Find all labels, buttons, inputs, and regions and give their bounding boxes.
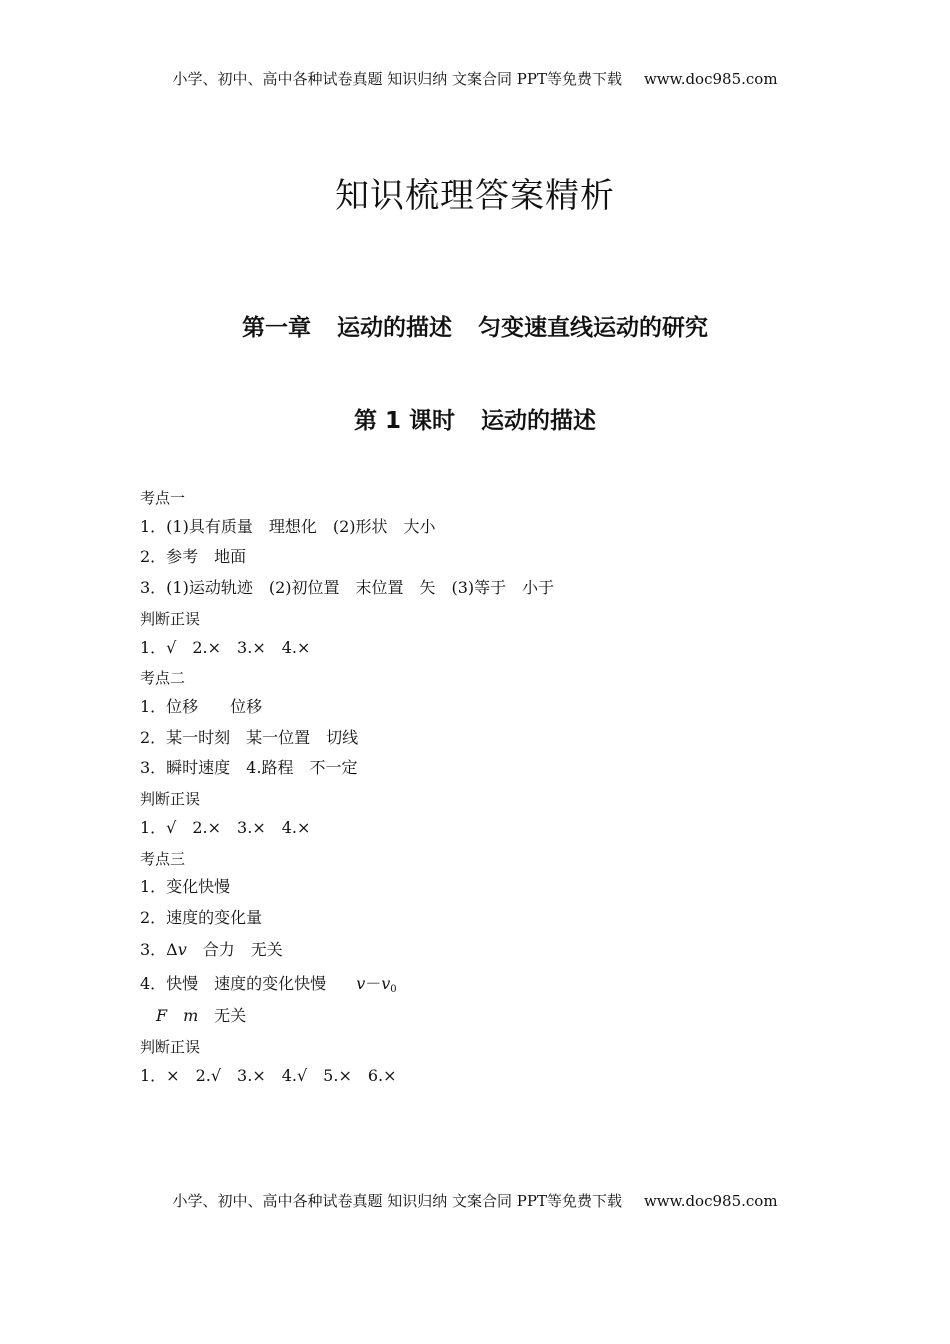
s1-answers: 1．√ 2.× 3.× 4.× [140,638,311,657]
s2-line-1: 1．位移 位移 [140,697,263,716]
page-header [0,69,950,89]
header-text: 小学、初中、高中各种试卷真题 知识归纳 文案合同 PPT等免费下载 [172,70,622,88]
v-symbol: v [356,974,366,993]
v0-symbol: v [381,974,391,993]
s3-answers: 1．× 2.√ 3.× 4.√ 5.× 6.× [140,1066,397,1085]
s3-judge-heading: 判断正误 [140,1038,201,1056]
s3-line-2: 2．速度的变化量 [140,908,263,927]
s1-judge-heading: 判断正误 [140,610,201,628]
s3-line-3-post: 合力 无关 [186,940,283,959]
s1-line-3: 3．(1)运动轨迹 (2)初位置 末位置 矢 (3)等于 小于 [140,578,555,597]
footer-text: 小学、初中、高中各种试卷真题 知识归纳 文案合同 PPT等免费下载 [172,1192,622,1210]
s3-line-3 [140,940,283,960]
footer-url[interactable]: www.doc985.com [643,1192,778,1210]
section-heading-1: 考点一 [140,489,186,507]
header-url[interactable]: www.doc985.com [643,70,778,88]
s1-line-2: 2．参考 地面 [140,547,247,566]
velocity-symbol: v [177,940,187,959]
s2-line-3: 3．瞬时速度 4.路程 不一定 [140,758,358,777]
s3-line-1: 1．变化快慢 [140,877,231,896]
lesson-label: 第 1 课时 [353,408,456,434]
s3-line-4 [140,974,397,1000]
s3-line-3-pre: 3．Δ [140,940,178,959]
s3-line-4-pre: 4．快慢 速度的变化快慢 [140,974,327,993]
lesson-title [0,405,950,437]
section-heading-3: 考点三 [140,850,186,868]
s1-line-1: 1．(1)具有质量 理想化 (2)形状 大小 [140,517,436,536]
s2-judge-heading: 判断正误 [140,790,201,808]
lesson-name: 运动的描述 [481,408,597,434]
s2-line-2: 2．某一时刻 某一位置 切线 [140,728,359,747]
minus-sign: － [365,974,382,993]
mass-symbol: m [183,1006,199,1025]
s3-line-5-post: 无关 [214,1006,247,1025]
force-symbol: F [156,1006,168,1025]
chapter-title [0,312,950,344]
v0-subscript: 0 [390,984,397,995]
s3-line-5 [156,1006,246,1026]
document-title: 知识梳理答案精析 [335,176,615,216]
chapter-name-a: 运动的描述 [337,315,452,341]
chapter-label: 第一章 [242,315,311,341]
chapter-name-b: 匀变速直线运动的研究 [478,315,708,341]
section-heading-2: 考点二 [140,669,186,687]
page-footer [0,1191,950,1211]
s2-answers: 1．√ 2.× 3.× 4.× [140,818,311,837]
